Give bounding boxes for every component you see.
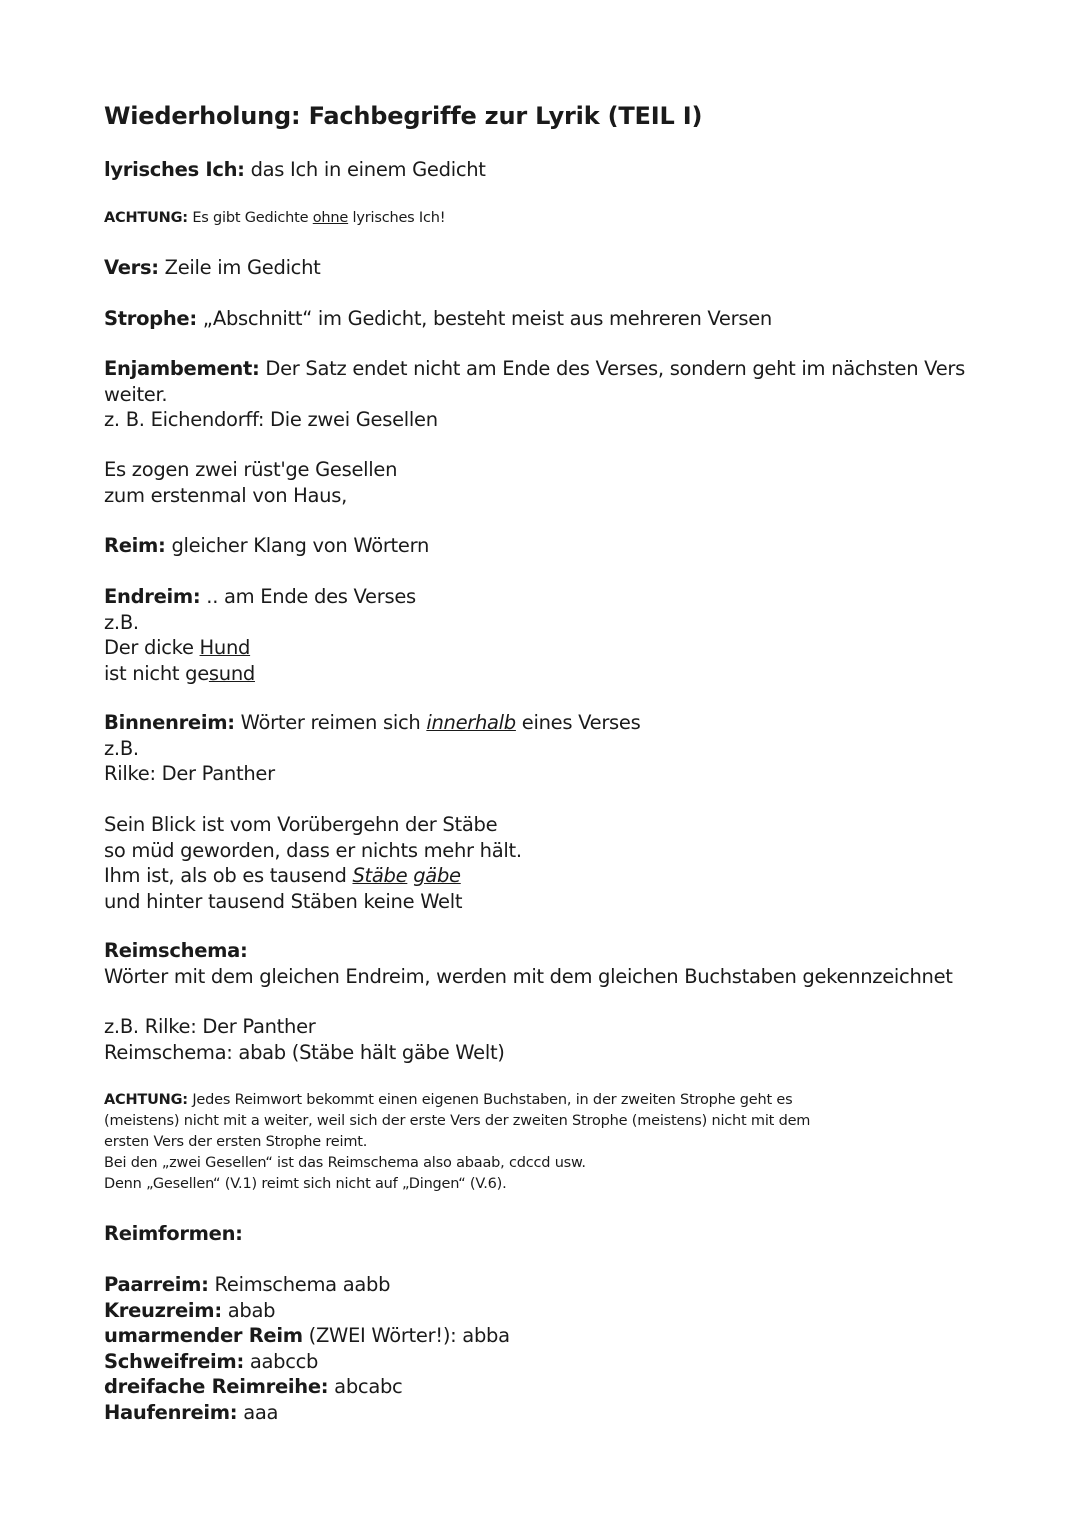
rhyme-word: sund [208,661,255,685]
example-text: Der dicke [104,636,200,659]
definition-text: Wörter reimen sich [234,711,427,734]
definition-text: Wörter mit dem gleichen Endreim, werden mit dem gleichen Buchstaben gekennzeichnet [104,964,953,988]
definition-binnenreim [104,710,640,787]
definition-strophe [104,306,772,332]
section-heading: Reimformen: [104,1222,243,1245]
example-text: ist nicht ge [104,661,209,685]
list-item [104,1400,510,1426]
definition-enjambement [104,356,965,433]
note-text: Bei den „zwei Gesellen“ ist das Reimschema also abaab, cdccd usw. [104,1155,586,1171]
rhyme-word: Stäbe [352,864,408,887]
example-source: Rilke: Der Panther [104,762,275,785]
term-label: Endreim: [104,585,201,608]
list-item [104,1349,510,1375]
definition-endreim [104,584,416,686]
definition-text: Reimschema aabb [208,1273,391,1296]
definition-text: gleicher Klang von Wörtern [165,534,430,557]
poem-excerpt-panther [104,812,522,914]
example-source: z.B. Rilke: Der Panther [104,1015,316,1038]
reimformen-heading [104,1221,243,1247]
achtung-label: ACHTUNG: [104,210,188,226]
list-item [104,1272,510,1298]
definition-text: .. am Ende des Verses [200,585,416,608]
definition-text: (ZWEI Wörter!): abba [302,1324,510,1347]
list-item [104,1298,510,1324]
note-text: Jedes Reimwort bekommt einen eigenen Buchstaben, in der zweiten Strophe geht es [187,1092,793,1108]
definition-text: Zeile im Gedicht [158,256,321,279]
note-text: lyrisches Ich! [348,210,446,226]
example-line [104,661,416,687]
note-text: Denn „Gesellen“ (V.1) reimt sich nicht auf „Dingen“ (V.6). [104,1176,507,1192]
poem-line: so müd geworden, dass er nichts mehr hält. [104,838,522,862]
poem-line: Sein Blick ist vom Vorübergehn der Stäbe [104,813,498,836]
poem-line [104,863,522,889]
term-label: Vers: [104,256,159,279]
definition-continuation: weiter. [104,382,168,406]
term-label: Schweifreim: [104,1349,244,1373]
term-label: Reimschema: [104,939,248,962]
term-label: Enjambement: [104,357,260,380]
page-title: Wiederholung: Fachbegriffe zur Lyrik (TEIL I) [104,102,703,130]
list-item [104,1374,510,1400]
example-label: z.B. [104,610,139,634]
definition-text: abab [221,1298,276,1322]
term-label: Reim: [104,534,166,557]
definition-text: aabccb [243,1349,319,1373]
term-label: Haufenreim: [104,1400,238,1424]
note-text: Es gibt Gedichte [187,210,313,226]
definition-text: Der Satz endet nicht am Ende des Verses, sondern geht im nächsten Vers [259,357,965,380]
poem-text: Ihm ist, als ob es tausend [104,864,353,887]
poem-excerpt-gesellen [104,457,397,508]
poem-line: Es zogen zwei rüst'ge Gesellen [104,458,398,481]
definition-text: das Ich in einem Gedicht [244,158,486,181]
example-label: z.B. [104,736,139,760]
term-label: Kreuzreim: [104,1298,222,1322]
definition-reim [104,533,429,559]
note-achtung-1 [104,208,445,229]
term-label: Paarreim: [104,1273,209,1296]
definition-text: aaa [237,1400,279,1424]
term-label: umarmender Reim [104,1324,303,1347]
rhyme-word: gäbe [413,864,461,887]
note-text: ersten Vers der ersten Strophe reimt. [104,1134,368,1150]
rhyme-word: Hund [199,636,251,659]
term-label: Strophe: [104,307,197,330]
poem-line: zum erstenmal von Haus, [104,483,347,507]
term-label: lyrisches Ich: [104,158,245,181]
example-source: z. B. Eichendorff: Die zwei Gesellen [104,408,438,431]
example-text: Reimschema: abab (Stäbe hält gäbe Welt) [104,1040,505,1064]
achtung-label: ACHTUNG: [104,1092,188,1108]
note-text: (meistens) nicht mit a weiter, weil sich der erste Vers der zweiten Strophe (meistens) nicht mit dem [104,1113,811,1129]
term-label: dreifache Reimreihe: [104,1375,329,1398]
definition-text: „Abschnitt“ im Gedicht, besteht meist aus mehreren Versen [196,307,772,330]
definition-text: abcabc [328,1375,403,1398]
underlined-word: ohne [312,210,349,226]
definition-reimschema [104,938,953,989]
definition-lyrisches-ich [104,157,486,183]
term-label: Binnenreim: [104,711,235,734]
definition-vers [104,255,321,281]
poem-line: und hinter tausend Stäben keine Welt [104,889,463,913]
reimschema-example [104,1014,505,1065]
list-item [104,1323,510,1349]
note-achtung-2 [104,1090,810,1195]
emphasized-word: innerhalb [426,711,516,734]
definition-text: eines Verses [515,711,641,734]
example-line [104,635,416,661]
reimformen-list [104,1272,510,1425]
